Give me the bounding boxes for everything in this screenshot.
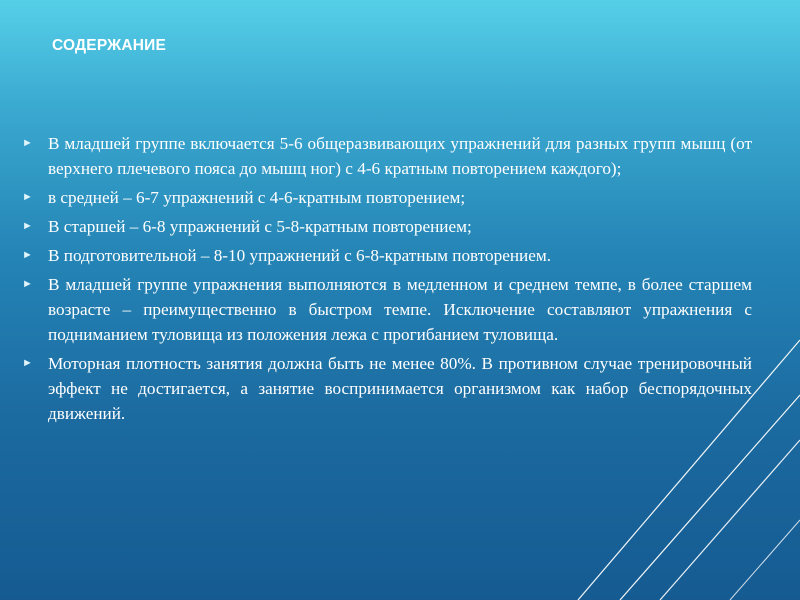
list-item [22,272,752,347]
list-item [22,351,752,426]
decor-line-3 [660,440,800,600]
bullet-list [22,131,752,430]
bullet-arrow-icon: ► [22,249,33,261]
bullet-arrow-icon: ► [22,220,33,232]
slide-title: СОДЕРЖАНИЕ [52,37,167,54]
bullet-text: В подготовительной – 8-10 упражнений с 6-8-кратным повторением. [48,246,552,265]
bullet-arrow-icon: ► [22,278,33,290]
bullet-arrow-icon: ► [22,191,33,203]
bullet-text: В старшей – 6-8 упражнений с 5-8-кратным повторением; [48,217,472,236]
list-item [22,243,752,268]
bullet-text: Моторная плотность занятия должна быть не менее 80%. В противном случае тренировочный эффект не достигается, а занятие воспринимается организмом как набор беспорядочных движений. [48,354,752,423]
bullet-text: В младшей группе включается 5-6 общеразвивающих упражнений для разных групп мышц (от верхнего плечевого пояса до мышц ног) с 4-6 кратным повторением каждого); [48,134,752,178]
decor-line-4 [730,520,800,600]
bullet-arrow-icon: ► [22,137,33,149]
bullet-text: в средней – 6-7 упражнений с 4-6-кратным повторением; [48,188,466,207]
list-item [22,185,752,210]
list-item [22,214,752,239]
list-item [22,131,752,181]
bullet-arrow-icon: ► [22,357,33,369]
bullet-text: В младшей группе упражнения выполняются в медленном и среднем темпе, в более старшем возрасте – преимущественно в быстром темпе. Исключение составляют упражнения с подниманием туловища из положения лежа с прогибанием туловища. [48,275,752,344]
